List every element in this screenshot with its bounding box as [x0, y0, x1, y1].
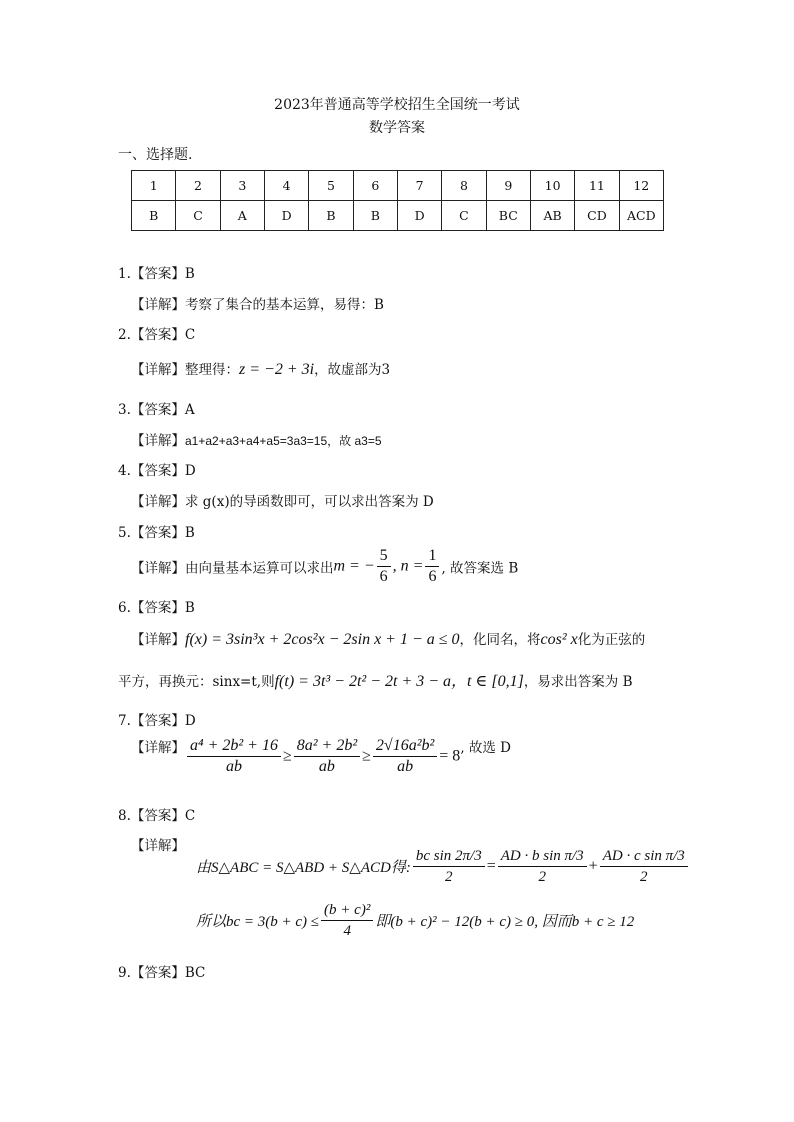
- q6-detail-label: 【详解】: [131, 632, 185, 648]
- q8-detail-label: 【详解】: [131, 838, 185, 854]
- q7-f1-numerator: a⁴ + 2b² + 16: [187, 736, 281, 757]
- q8-equals: =: [486, 857, 496, 875]
- q5-n-denominator: 6: [428, 568, 437, 585]
- q2-formula: z = −2 + 3i: [239, 361, 315, 378]
- q6-line2-formula: f(t) = 3t³ − 2t² − 2t + 3 − a，t ∈ [0,1]: [274, 673, 524, 690]
- q2-answer: 2.【答案】C: [118, 327, 196, 343]
- answer-table-answer-row: [132, 201, 664, 231]
- question-number-cell: 5: [309, 171, 353, 201]
- answer-letter-cell: ACD: [619, 201, 663, 231]
- q8-f3-numerator: AD · c sin π/3: [600, 846, 688, 867]
- question-number-cell: 1: [132, 171, 176, 201]
- q3-formula: a1+a2+a3+a4+a5=3a3=15，故 a3=5: [185, 434, 382, 448]
- q4-detail: 【详解】求 g(x)的导函数即可，可以求出答案为 D: [131, 494, 434, 510]
- answer-table: [131, 170, 664, 231]
- answer-letter-cell: A: [220, 201, 264, 231]
- q6-detail-line2: [118, 668, 633, 691]
- q7-geq-1: ≥: [282, 747, 292, 765]
- q1-answer: 1.【答案】B: [118, 266, 195, 282]
- q8-answer: 8.【答案】C: [118, 808, 196, 824]
- q2-detail-label: 【详解】整理得：: [131, 362, 239, 378]
- q6-cos-term: cos² x: [540, 631, 578, 648]
- answer-letter-cell: CD: [575, 201, 619, 231]
- answer-letter-cell: D: [264, 201, 308, 231]
- q7-detail-tail: , 故选 D: [460, 740, 512, 756]
- q6-line2-tail: ，易求出答案为 B: [523, 674, 633, 690]
- question-number-cell: 10: [530, 171, 574, 201]
- q8-detail-line2: [196, 900, 634, 941]
- q8-f1-denominator: 2: [445, 869, 453, 885]
- answer-table-number-row: [132, 171, 664, 201]
- q3-detail-label: 【详解】: [131, 433, 185, 449]
- question-number-cell: 7: [397, 171, 441, 201]
- q5-n-numerator: 1: [425, 546, 439, 567]
- q5-n-label: , n =: [392, 557, 424, 575]
- q8-fraction-2: [498, 846, 587, 887]
- q7-detail-label: 【详解】: [131, 740, 185, 756]
- q8-line2-text-b: 即(b + c)² − 12(b + c) ≥ 0, 因而b + c ≥ 12: [375, 914, 635, 930]
- document-title: 2023年普通高等学校招生全国统一考试: [274, 97, 520, 113]
- q7-f3-numerator: 2√16a²b²: [373, 736, 437, 757]
- q6-answer: 6.【答案】B: [118, 600, 195, 616]
- question-number-cell: 11: [575, 171, 619, 201]
- q8-f2-numerator: AD · b sin π/3: [498, 846, 587, 867]
- q6-detail-mid: ，化同名，将: [459, 632, 541, 648]
- q7-f3-denominator: ab: [397, 758, 414, 775]
- q5-n-fraction: [425, 546, 439, 587]
- q3-answer: 3.【答案】A: [118, 402, 195, 418]
- q8-line1-text: 由S△ABC = S△ABD + S△ACD得:: [196, 860, 411, 876]
- answer-letter-cell: B: [132, 201, 176, 231]
- answer-letter-cell: B: [309, 201, 353, 231]
- q6-formula: f(x) = 3sin³x + 2cos²x − 2sin x + 1 − a ≤ 0: [185, 631, 460, 648]
- q8-detail-line1: [196, 846, 690, 887]
- q2-detail: [131, 358, 390, 379]
- q8-fraction-3: [600, 846, 688, 887]
- q6-detail-line1: [131, 628, 645, 649]
- answer-letter-cell: C: [176, 201, 220, 231]
- q7-detail: [131, 736, 511, 777]
- question-number-cell: 12: [619, 171, 663, 201]
- q7-answer: 7.【答案】D: [118, 713, 196, 729]
- answer-letter-cell: BC: [486, 201, 530, 231]
- q5-detail-tail: , 故答案选 B: [441, 560, 519, 577]
- question-number-cell: 9: [486, 171, 530, 201]
- q5-m-fraction: [377, 546, 391, 587]
- q5-answer: 5.【答案】B: [118, 525, 195, 541]
- q7-f2-numerator: 8a² + 2b²: [294, 736, 360, 757]
- q3-detail: [131, 429, 382, 449]
- q7-geq-2: ≥: [362, 747, 371, 765]
- q7-fraction-1: [187, 736, 281, 777]
- q5-m-denominator: 6: [379, 568, 388, 585]
- section-heading-choice: 一、选择题.: [118, 147, 193, 163]
- q8-f4-denominator: 4: [343, 923, 351, 939]
- q1-detail: 【详解】考察了集合的基本运算，易得：B: [131, 297, 384, 313]
- answer-letter-cell: AB: [530, 201, 574, 231]
- q5-m-numerator: 5: [377, 546, 391, 567]
- question-number-cell: 3: [220, 171, 264, 201]
- q8-line2-text-a: 所以bc = 3(b + c) ≤: [196, 914, 320, 930]
- q7-equals: = 8: [439, 747, 461, 765]
- question-number-cell: 2: [176, 171, 220, 201]
- q7-fraction-2: [294, 736, 360, 777]
- q8-f1-numerator: bc sin 2π/3: [413, 846, 485, 867]
- q8-f4-numerator: (b + c)²: [321, 900, 373, 921]
- question-number-cell: 4: [264, 171, 308, 201]
- question-number-cell: 6: [353, 171, 397, 201]
- q7-f1-denominator: ab: [225, 758, 242, 775]
- answer-letter-cell: D: [397, 201, 441, 231]
- q6-detail-tail: 化为正弦的: [577, 632, 646, 648]
- q5-m-label: m = −: [333, 557, 375, 575]
- q2-detail-tail: ，故虚部为3: [314, 362, 391, 378]
- q8-fraction-1: [413, 846, 485, 887]
- question-number-cell: 8: [442, 171, 486, 201]
- answer-letter-cell: B: [353, 201, 397, 231]
- document-subtitle: 数学答案: [369, 120, 425, 136]
- q5-detail-label: 【详解】由向量基本运算可以求出: [131, 560, 334, 577]
- q7-f2-denominator: ab: [318, 758, 335, 775]
- q9-answer: 9.【答案】BC: [118, 965, 206, 981]
- q5-detail: [131, 546, 518, 587]
- q7-fraction-3: [373, 736, 437, 777]
- q8-f2-denominator: 2: [538, 869, 546, 885]
- q4-answer: 4.【答案】D: [118, 463, 196, 479]
- q8-plus: +: [588, 857, 598, 875]
- q8-f3-denominator: 2: [640, 869, 648, 885]
- answer-letter-cell: C: [442, 201, 486, 231]
- q8-fraction-4: [321, 900, 373, 941]
- q6-line2-text: 平方，再换元：sinx=t,则: [118, 674, 275, 690]
